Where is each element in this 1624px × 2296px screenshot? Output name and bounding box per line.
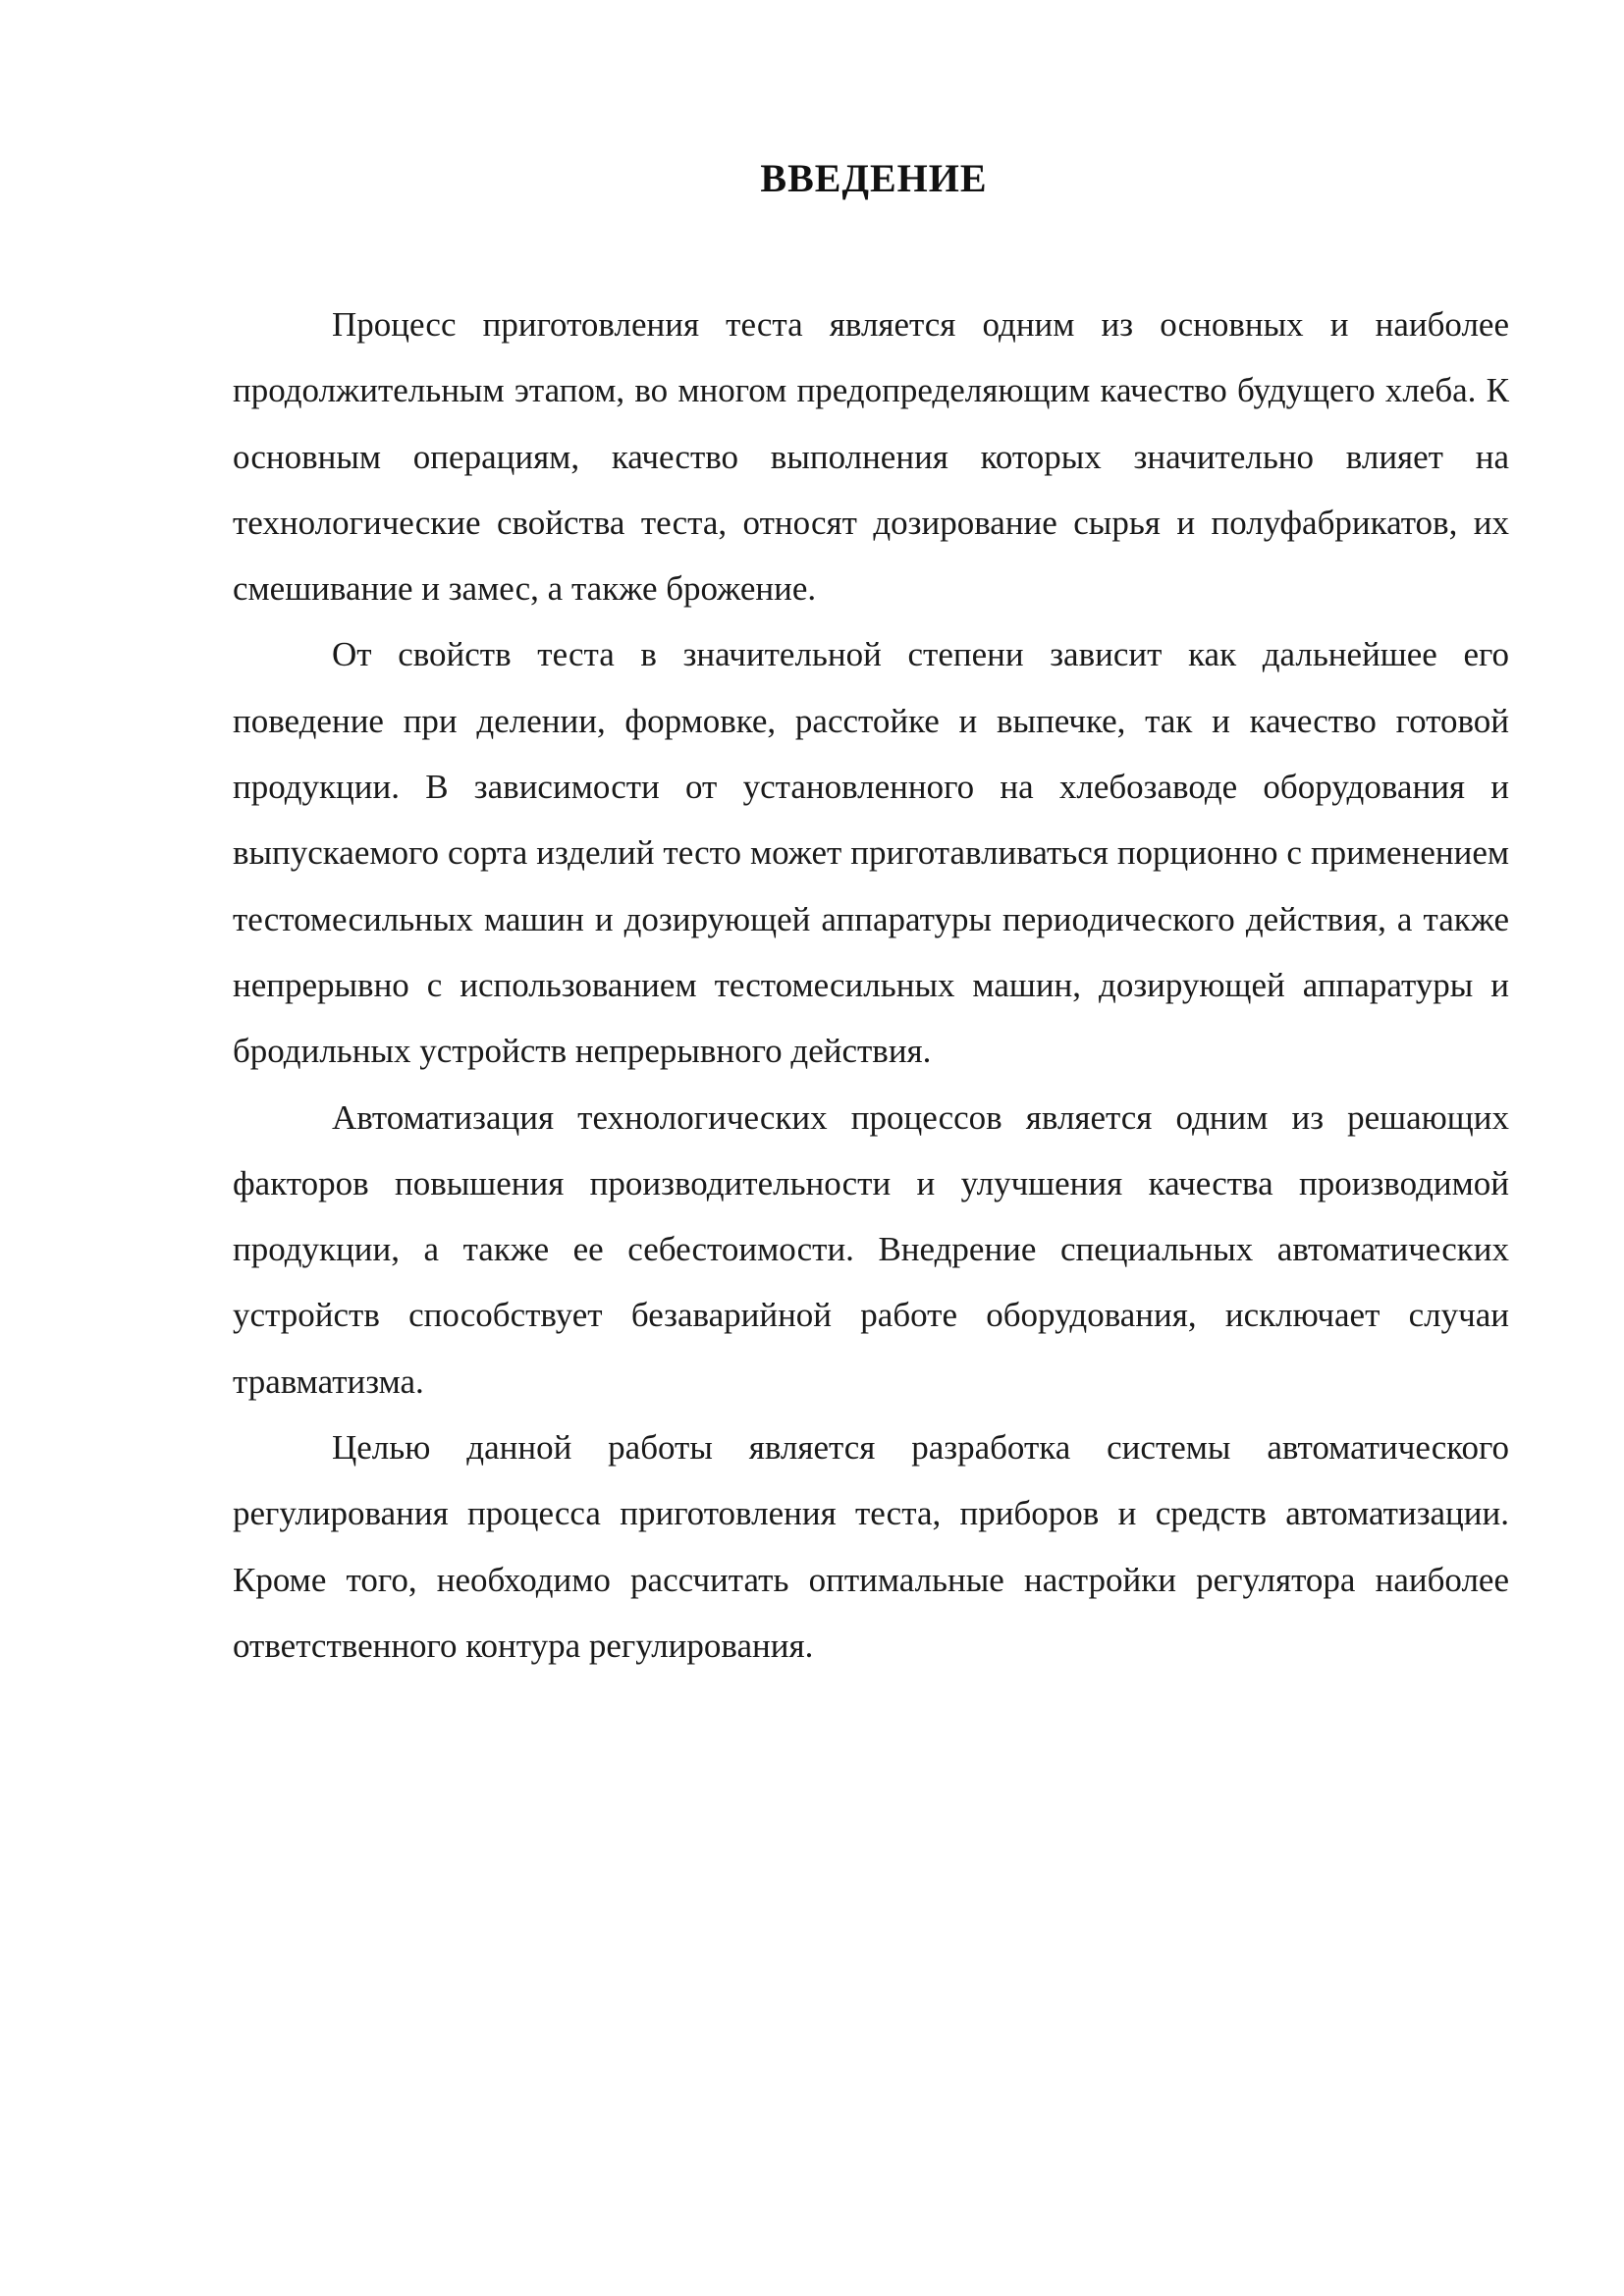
page-title: ВВЕДЕНИЕ	[760, 156, 988, 200]
paragraph-1: Процесс приготовления теста является одним из основных и наиболее продолжительным этапом, во многом предопределяющим качество будущего хлеба. К основным операциям, качество выполнения которых значительно влияет на технологические свойства теста, относят дозирование сырья и полуфабрикатов, их смешивание и замес, а также брожение.	[233, 305, 1509, 609]
paragraph-4: Целью данной работы является разработка системы автоматического регулирования процесса приготовления теста, приборов и средств автоматизации. Кроме того, необходимо рассчитать оптимальные настройки регулятора наиболее ответственного контура регулирования.	[233, 1428, 1509, 1665]
paragraph-3: Автоматизация технологических процессов является одним из решающих факторов повышения производительности и улучшения качества производимой продукции, а также ее себестоимости. Внедрение специальных автоматических устройств способствует безаварийной работе оборудования, исключает случаи травматизма.	[233, 1097, 1509, 1401]
body-text	[233, 292, 1509, 1679]
paragraph-2: От свойств теста в значительной степени зависит как дальнейшее его поведение при делении, формовке, расстойке и выпечке, так и качество готовой продукции. В зависимости от установленного на хлебозаводе оборудования и выпускаемого сорта изделий тесто может приготавливаться порционно с применением тестомесильных машин и дозирующей аппаратуры периодического действия, а также непрерывно с использованием тестомесильных машин, дозирующей аппаратуры и бродильных устройств непрерывного действия.	[233, 635, 1509, 1071]
